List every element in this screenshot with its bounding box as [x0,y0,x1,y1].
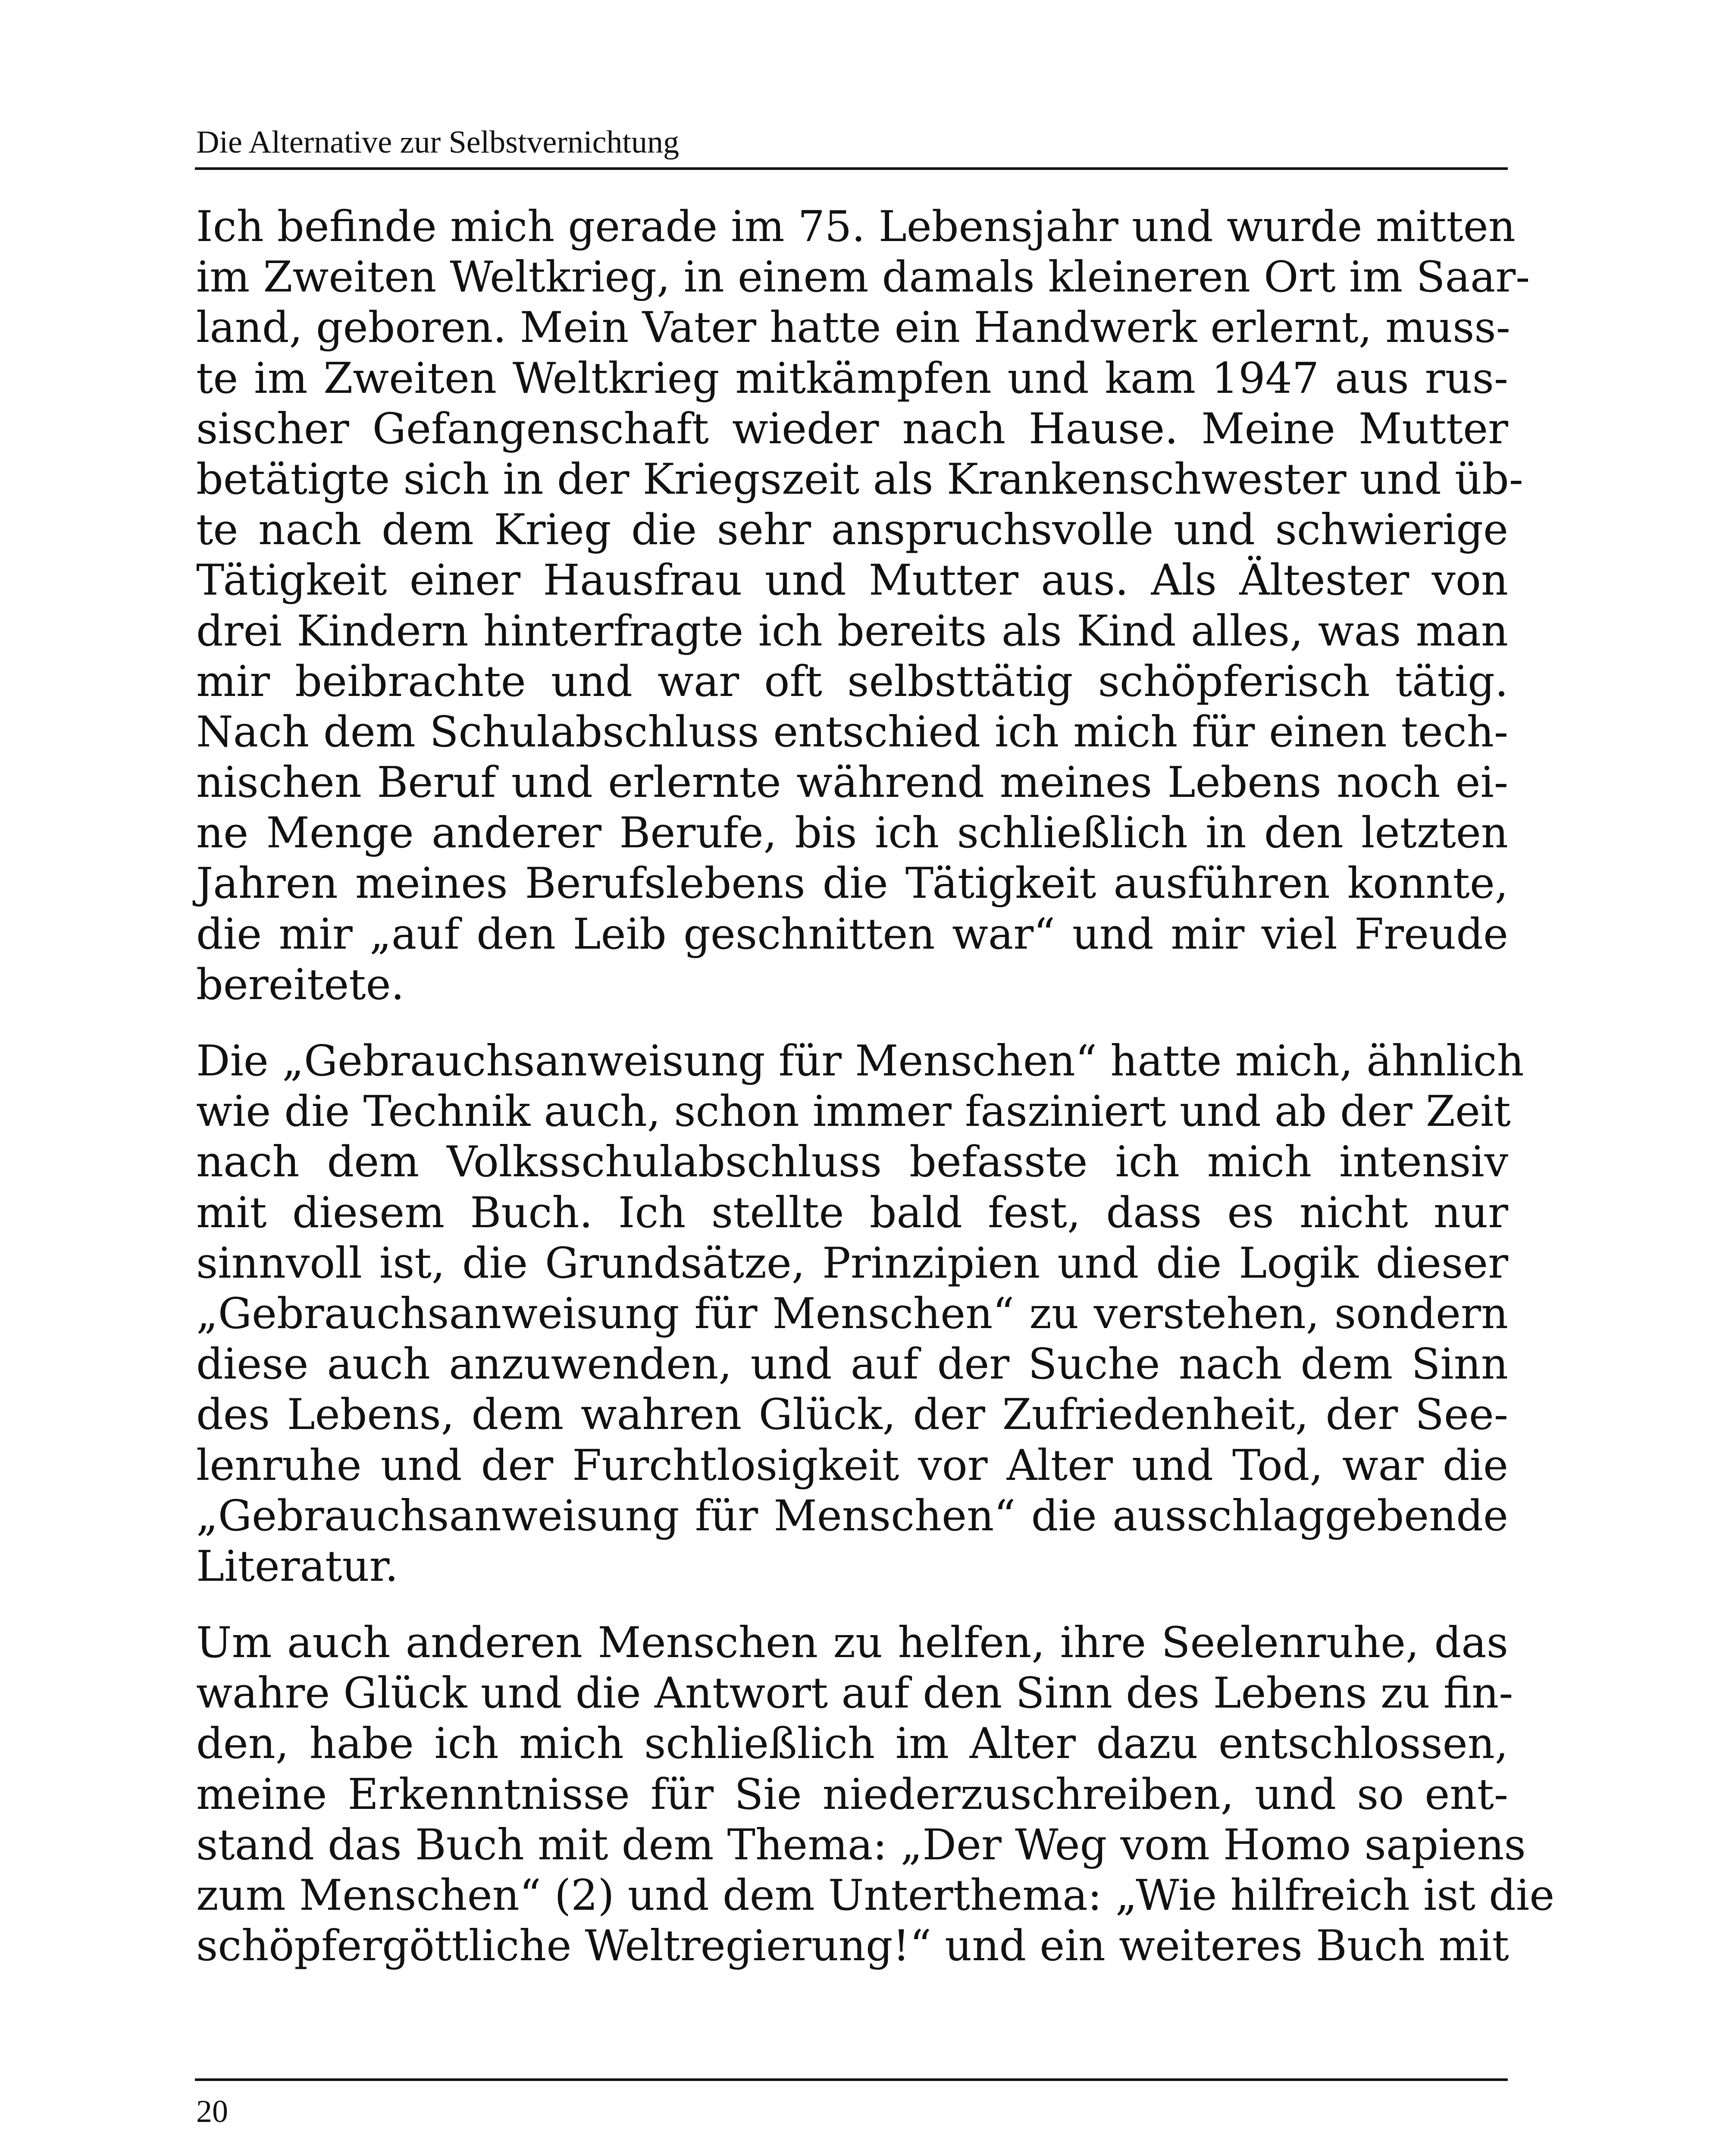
text-line: des Lebens, dem wahren Glück, der Zufriedenheit, der See- [196,1390,1508,1440]
text-line: wahre Glück und die Antwort auf den Sinn des Lebens zu fin- [196,1669,1513,1718]
footer-rule [195,2078,1508,2081]
text-line: im Zweiten Weltkrieg, in einem damals kleineren Ort im Saar- [196,253,1530,302]
text-line: Jahren meines Berufslebens die Tätigkeit ausführen konnte, [196,859,1508,909]
text-line: sinnvoll ist, die Grundsätze, Prinzipien und die Logik dieser [196,1238,1508,1288]
text-line: „Gebrauchsanweisung für Menschen“ zu verstehen, sondern [196,1289,1508,1338]
text-line: stand das Buch mit dem Thema: „Der Weg vom Homo sapiens [196,1820,1526,1870]
text-line: diese auch anzuwenden, und auf der Suche nach dem Sinn [196,1340,1508,1389]
text-line: nach dem Volksschulabschluss befasste ich mich intensiv [196,1138,1508,1187]
text-line: drei Kindern hinterfragte ich bereits als Kind alles, was man [196,606,1508,656]
running-head: Die Alternative zur Selbstvernichtung [196,125,679,160]
text-line: betätigte sich in der Kriegszeit als Krankenschwester und üb- [196,454,1523,504]
text-line: schöpfergöttliche Weltregierung!“ und ein weiteres Buch mit [196,1921,1509,1971]
text-line: mir beibrachte und war oft selbsttätig schöpferisch tätig. [196,657,1508,706]
text-line: Die „Gebrauchsanweisung für Menschen“ hatte mich, ähnlich [196,1037,1524,1086]
text-line: bereitete. [196,960,404,1009]
text-line: zum Menschen“ (2) und dem Unterthema: „Wie hilfreich ist die [196,1871,1555,1920]
text-line: land, geboren. Mein Vater hatte ein Handwerk erlernt, muss- [196,303,1510,353]
text-line: den, habe ich mich schließlich im Alter dazu entschlossen, [196,1719,1508,1769]
text-line: „Gebrauchsanweisung für Menschen“ die ausschlaggebende [196,1491,1508,1541]
body-text [196,202,1555,1971]
paragraph [196,1036,1524,1592]
text-line: te nach dem Krieg die sehr anspruchsvolle und schwierige [196,505,1508,555]
paragraph [196,1618,1555,1971]
text-line: die mir „auf den Leib geschnitten war“ und mir viel Freude [196,909,1508,959]
text-line: Ich befinde mich gerade im 75. Lebensjahr und wurde mitten [196,202,1516,251]
text-line: te im Zweiten Weltkrieg mitkämpfen und kam 1947 aus rus- [196,354,1508,403]
text-line: nischen Beruf und erlernte während meines Lebens noch ei- [196,758,1508,808]
text-line: Literatur. [196,1542,398,1591]
page-number: 20 [196,2094,228,2129]
text-line: lenruhe und der Furchtlosigkeit vor Alter und Tod, war die [196,1441,1508,1490]
text-line: ne Menge anderer Berufe, bis ich schließlich in den letzten [196,808,1508,858]
text-line: Um auch anderen Menschen zu helfen, ihre Seelenruhe, das [196,1618,1508,1668]
text-line: mit diesem Buch. Ich stellte bald fest, dass es nicht nur [196,1188,1508,1238]
text-line: Tätigkeit einer Hausfrau und Mutter aus. Als Ältester von [196,556,1508,605]
paragraph [196,202,1530,1010]
header-rule [195,167,1508,170]
text-line: wie die Technik auch, schon immer fasziniert und ab der Zeit [196,1087,1511,1137]
text-line: meine Erkenntnisse für Sie niederzuschreiben, und so ent- [196,1770,1508,1819]
text-line: sischer Gefangenschaft wieder nach Hause. Meine Mutter [196,404,1508,454]
text-line: Nach dem Schulabschluss entschied ich mich für einen tech- [196,707,1508,757]
